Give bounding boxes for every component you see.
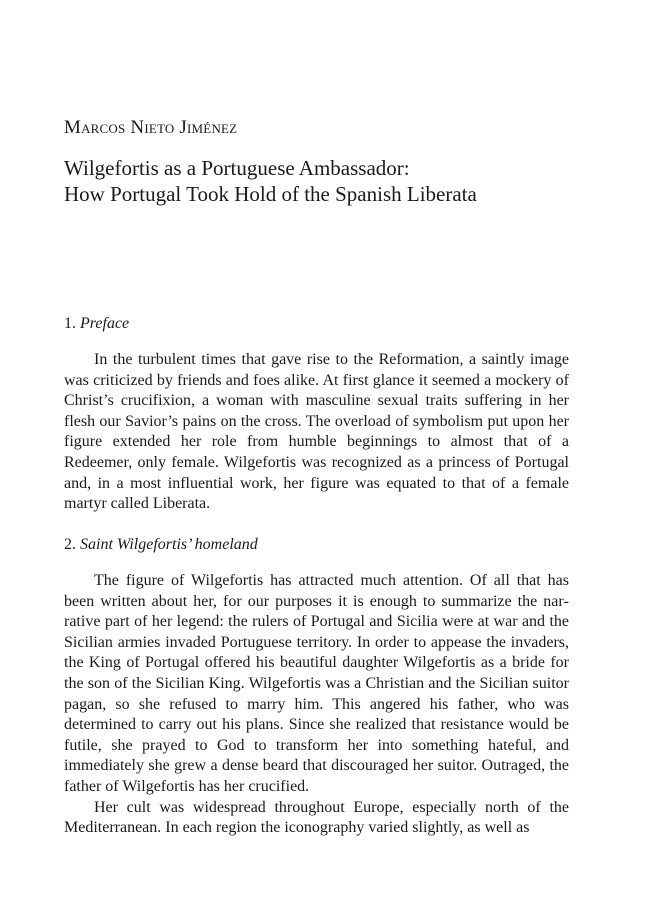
paragraph: In the turbulent times that gave rise to the Reformation, a saintly image was criticized by friends and foes alike. At first glance it seemed a mockery of Christ’s crucifixion, a woman with masculine sexual traits suffering in her flesh our Savior’s pains on the cross. The overload of symbolism put upon her figure extended her role from humble beginnings to almost that of a Redeemer, only female. Wilgefortis was recognized as a princess of Portugal and, in a most influential work, her figure was equated to that of a female martyr called Liberata. bbox=[64, 351, 569, 513]
section-title: Preface bbox=[80, 315, 130, 332]
section-heading-preface bbox=[64, 315, 129, 333]
title-line-2: How Portugal Took Hold of the Spanish Liberata bbox=[64, 182, 477, 206]
section-number: 2. bbox=[64, 536, 76, 553]
paragraph: Her cult was widespread throughout Europe, especially north of the Mediterranean. In each region the iconography varied slightly, as well as bbox=[64, 798, 569, 837]
section-heading-homeland bbox=[64, 536, 258, 554]
section-body-preface bbox=[64, 350, 569, 515]
title-line-1: Wilgefortis as a Portuguese Ambassador: bbox=[64, 156, 410, 180]
section-body-homeland bbox=[64, 571, 569, 839]
paragraph: The figure of Wilgefortis has attracted much attention. Of all that has been written about her, for our purposes it is enough to summarize the narrative part of her legend: the rulers of Portugal and Sicilia were at war and the Sicilian armies invaded Portuguese territory. In order to appease the invaders, the King of Portugal offered his beautiful daughter Wilgefortis as a bride for the son of the Sicilian King. Wilgefortis was a Christian and the Sicilian suitor pagan, so she refused to marry him. This angered his father, who was determined to carry out his plans. Since she realized that resistance would be futile, she prayed to God to transform her into something hateful, and immediately she grew a dense beard that discouraged her suitor. Outraged, the father of Wilgefortis has her crucified. bbox=[64, 572, 569, 795]
article-title bbox=[64, 155, 569, 207]
section-number: 1. bbox=[64, 315, 76, 332]
section-title: Saint Wilgefortis’ homeland bbox=[80, 536, 258, 553]
author-name: Marcos Nieto Jiménez bbox=[64, 117, 238, 138]
